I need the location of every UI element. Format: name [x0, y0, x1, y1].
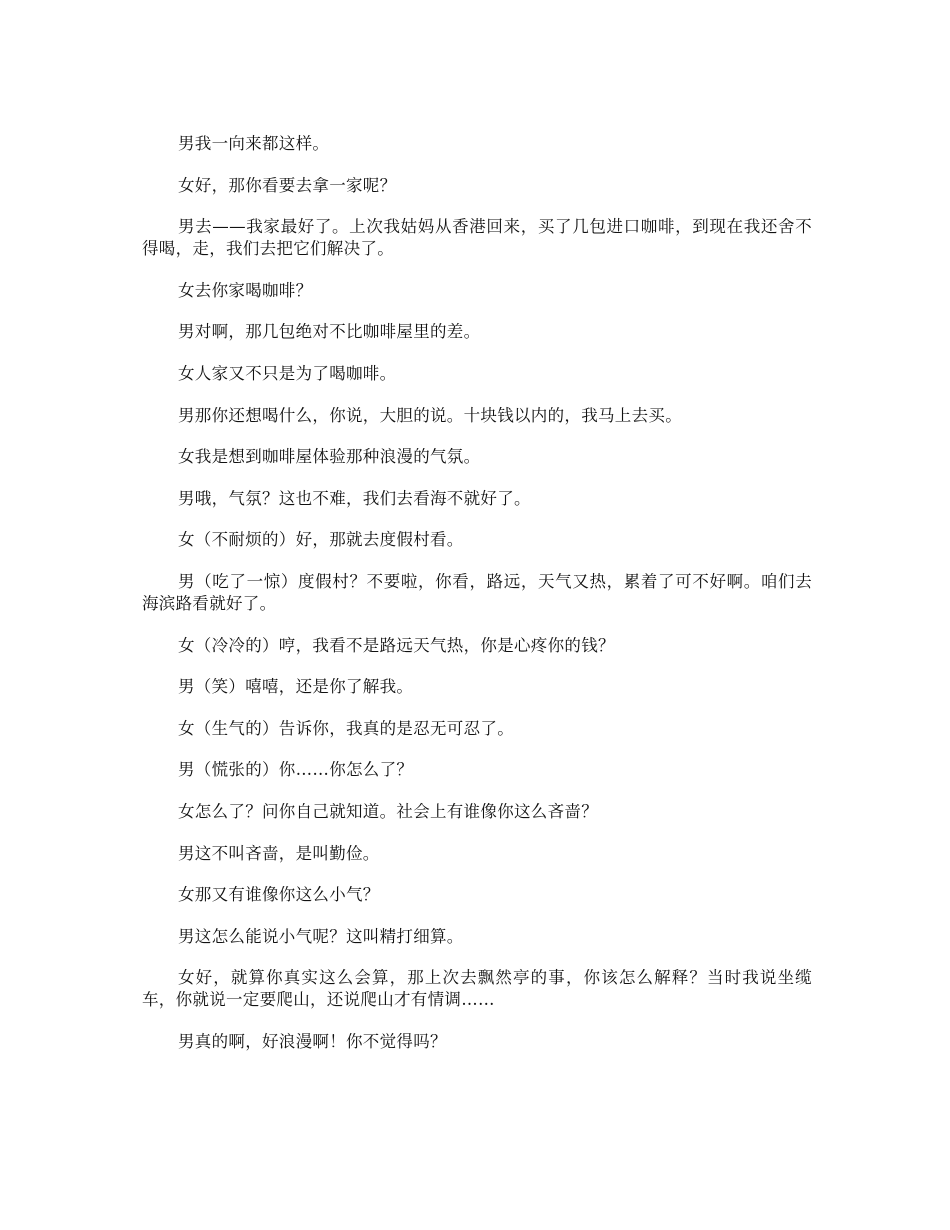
dialogue-paragraph: 女好，那你看要去拿一家呢？ — [178, 175, 397, 195]
dialogue-paragraph: 男那你还想喝什么，你说，大胆的说。十块钱以内的，我马上去买。 — [178, 405, 682, 425]
dialogue-paragraph: 女我是想到咖啡屋体验那种浪漫的气氛。 — [178, 447, 481, 467]
dialogue-paragraph: 男这怎么能说小气呢？这叫精打细算。 — [178, 926, 464, 946]
dialogue-paragraph: 男真的啊，好浪漫啊！你不觉得吗？ — [178, 1031, 447, 1051]
dialogue-paragraph: 女人家又不只是为了喝咖啡。 — [178, 363, 397, 383]
dialogue-paragraph: 男这不叫吝啬，是叫勤俭。 — [178, 843, 380, 863]
dialogue-paragraph: 女怎么了？问你自己就知道。社会上有谁像你这么吝啬？ — [178, 801, 598, 821]
dialogue-paragraph: 男（慌张的）你……你怎么了？ — [178, 760, 414, 780]
dialogue-paragraph: 男（吃了一惊）度假村？不要啦，你看，路远，天气又热，累着了可不好啊。咱们去海滨路看就好了。 — [142, 571, 812, 613]
dialogue-paragraph: 女（生气的）告诉你，我真的是忍无可忍了。 — [178, 718, 514, 738]
dialogue-body — [142, 133, 812, 1072]
dialogue-paragraph: 女（冷冷的）哼，我看不是路远天气热，你是心疼你的钱？ — [178, 635, 615, 655]
dialogue-paragraph: 男我一向来都这样。 — [178, 134, 330, 153]
dialogue-paragraph: 男（笑）嘻嘻，还是你了解我。 — [178, 677, 414, 697]
dialogue-paragraph: 男对啊，那几包绝对不比咖啡屋里的差。 — [178, 322, 481, 342]
dialogue-paragraph: 女（不耐烦的）好，那就去度假村看。 — [178, 530, 464, 550]
dialogue-paragraph: 男哦，气氛？这也不难，我们去看海不就好了。 — [178, 488, 531, 508]
dialogue-paragraph: 男去——我家最好了。上次我姑妈从香港回来，买了几包进口咖啡，到现在我还舍不得喝，走，我们去把它们解决了。 — [142, 217, 812, 259]
dialogue-paragraph: 女去你家喝咖啡？ — [178, 280, 313, 300]
dialogue-paragraph: 女那又有谁像你这么小气？ — [178, 885, 380, 905]
dialogue-paragraph: 女好，就算你真实这么会算，那上次去飘然亭的事，你该怎么解释？当时我说坐缆车，你就说一定要爬山，还说爬山才有情调…… — [142, 968, 812, 1010]
